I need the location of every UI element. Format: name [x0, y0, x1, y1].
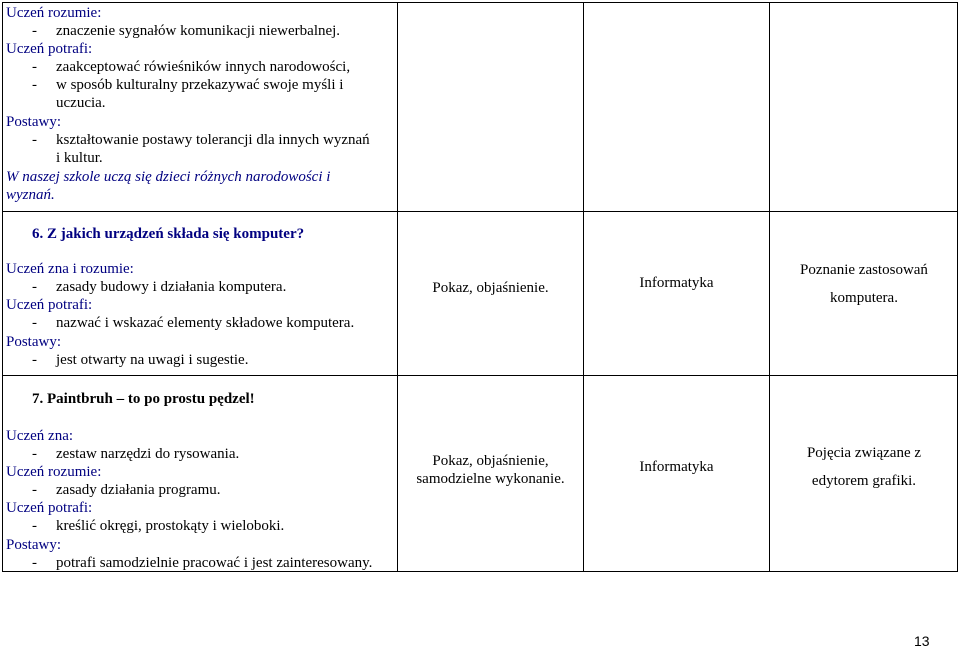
teaching-method: Pokaz, objaśnienie, [432, 453, 549, 469]
bullet-dash: - [32, 555, 37, 571]
subject: Informatyka [639, 459, 714, 475]
heading-postawy: Postawy: [6, 114, 62, 130]
heading-postawy: Postawy: [6, 334, 62, 350]
heading-uczen-potrafi: Uczeń potrafi: [6, 41, 93, 57]
bullet-dash: - [32, 446, 37, 462]
lesson-title: 7. Paintbruh – to po prostu pędzel! [32, 391, 255, 407]
list-item-continuation: uczucia. [56, 95, 106, 111]
subject: Informatyka [639, 275, 714, 291]
lesson-title: 6. Z jakich urządzeń składa się komputer? [32, 226, 305, 242]
row-divider-2 [2, 375, 958, 376]
list-item: znaczenie sygnałów komunikacji niewerbalnej. [56, 23, 341, 39]
list-item: zasady działania programu. [56, 482, 221, 498]
teaching-method-continuation: samodzielne wykonanie. [416, 471, 565, 487]
list-item: nazwać i wskazać elementy składowe komputera. [56, 315, 355, 331]
list-item: zaakceptować rówieśników innych narodowości, [56, 59, 351, 75]
teaching-method: Pokaz, objaśnienie. [432, 280, 549, 296]
list-item: zasady budowy i działania komputera. [56, 279, 287, 295]
bullet-dash: - [32, 23, 37, 39]
heading-uczen-rozumie: Uczeń rozumie: [6, 464, 102, 480]
bullet-dash: - [32, 518, 37, 534]
heading-postawy: Postawy: [6, 537, 62, 553]
bullet-dash: - [32, 482, 37, 498]
key-concept: Poznanie zastosowań [800, 262, 928, 278]
list-item: kształtowanie postawy tolerancji dla innych wyznań [56, 132, 370, 148]
list-item: jest otwarty na uwagi i sugestie. [56, 352, 249, 368]
heading-uczen-potrafi: Uczeń potrafi: [6, 297, 93, 313]
bullet-dash: - [32, 279, 37, 295]
bullet-dash: - [32, 352, 37, 368]
list-item: w sposób kulturalny przekazywać swoje myśli i [56, 77, 344, 93]
bullet-dash: - [32, 132, 37, 148]
list-item: zestaw narzędzi do rysowania. [56, 446, 240, 462]
row-divider-1 [2, 211, 958, 212]
heading-uczen-rozumie: Uczeń rozumie: [6, 5, 102, 21]
heading-uczen-zna-i-rozumie: Uczeń zna i rozumie: [6, 261, 134, 277]
key-concept-continuation: komputera. [830, 290, 898, 306]
heading-uczen-zna: Uczeń zna: [6, 428, 74, 444]
key-concept-continuation: edytorem grafiki. [811, 473, 917, 489]
bullet-dash: - [32, 77, 37, 93]
bullet-dash: - [32, 315, 37, 331]
bullet-dash: - [32, 59, 37, 75]
list-item: potrafi samodzielnie pracować i jest zainteresowany. [56, 555, 373, 571]
list-item: kreślić okręgi, prostokąty i wieloboki. [56, 518, 285, 534]
school-note-continuation: wyznań. [6, 187, 55, 203]
list-item-continuation: i kultur. [56, 150, 103, 166]
heading-uczen-potrafi: Uczeń potrafi: [6, 500, 93, 516]
page-number: 13 [914, 633, 930, 649]
school-note: W naszej szkole uczą się dzieci różnych narodowości i [6, 169, 331, 185]
key-concept: Pojęcia związane z [806, 445, 922, 461]
